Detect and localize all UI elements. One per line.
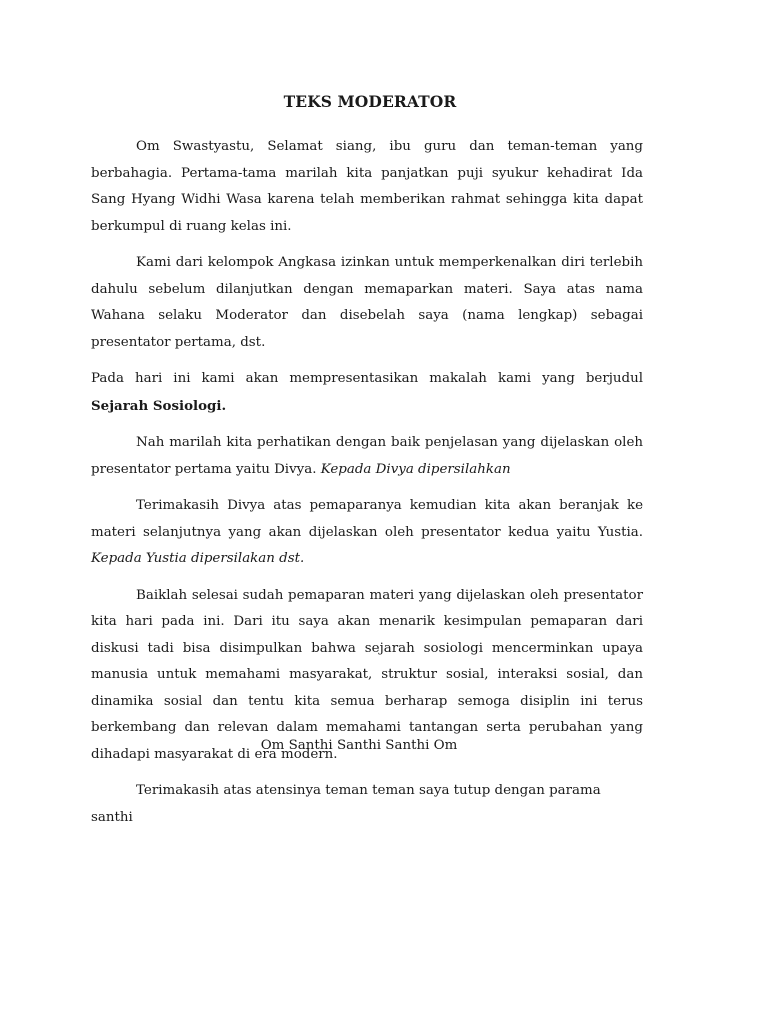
paragraph-conclusion-text: Baiklah selesai sudah pemaparan materi yang dijelaskan oleh presentator kita hari pada ini. Dari itu saya akan menarik kesimpulan pemaparan dari diskusi tadi bisa disimpulkan bahwa sejarah sosiologi mencerminkan upaya manusia untuk memahami masyarakat, struktur sosial, interaksi sosial, dan dinamika sosial dan tentu kita semua berharap semoga disiplin ini terus berkembang dan relevan dalam memahami tantangan serta perubahan yang dihadapi masyarakat di era modern. — [91, 587, 643, 762]
paragraph-first-presenter-text: Nah marilah kita perhatikan dengan baik penjelasan yang dijelaskan oleh presentator pertama yaitu Divya. — [91, 435, 643, 477]
paragraph-introduction — [91, 250, 643, 356]
paragraph-topic — [91, 366, 643, 420]
paragraph-second-presenter — [91, 493, 643, 573]
paragraph-second-presenter-text: Terimakasih Divya atas pemaparanya kemudian kita akan beranjak ke materi selanjutnya yang akan dijelaskan oleh presentator kedua yaitu Yustia. — [91, 498, 643, 540]
paragraph-thanks — [91, 778, 643, 831]
paragraph-first-presenter — [91, 430, 643, 483]
paragraph-second-presenter-italic: Kepada Yustia dipersilakan dst. — [91, 551, 305, 566]
paragraph-topic-title: Sejarah Sosiologi. — [91, 397, 227, 414]
paragraph-topic-text: Pada hari ini kami akan mempresentasikan makalah kami yang berjudul — [91, 371, 643, 386]
closing-salutation: Om Santhi Santhi Santhi Om — [260, 738, 458, 753]
document-title: TEKS MODERATOR — [283, 92, 457, 111]
paragraph-introduction-text: Kami dari kelompok Angkasa izinkan untuk memperkenalkan diri terlebih dahulu sebelum dilanjutkan dengan memaparkan materi. Saya atas nama Wahana selaku Moderator dan disebelah saya (nama lengkap) sebagai presentator pertama, dst. — [91, 255, 643, 350]
paragraph-greeting-text: Om Swastyastu, Selamat siang, ibu guru dan teman-teman yang berbahagia. Pertama-tama marilah kita panjatkan puji syukur kehadirat Ida Sang Hyang Widhi Wasa karena telah memberikan rahmat sehingga kita dapat berkumpul di ruang kelas ini. — [91, 139, 643, 234]
paragraph-greeting — [91, 134, 643, 240]
paragraph-thanks-text: Terimakasih atas atensinya teman teman saya tutup dengan parama santhi — [91, 783, 601, 825]
paragraph-first-presenter-italic: Kepada Divya dipersilahkan — [320, 461, 511, 477]
